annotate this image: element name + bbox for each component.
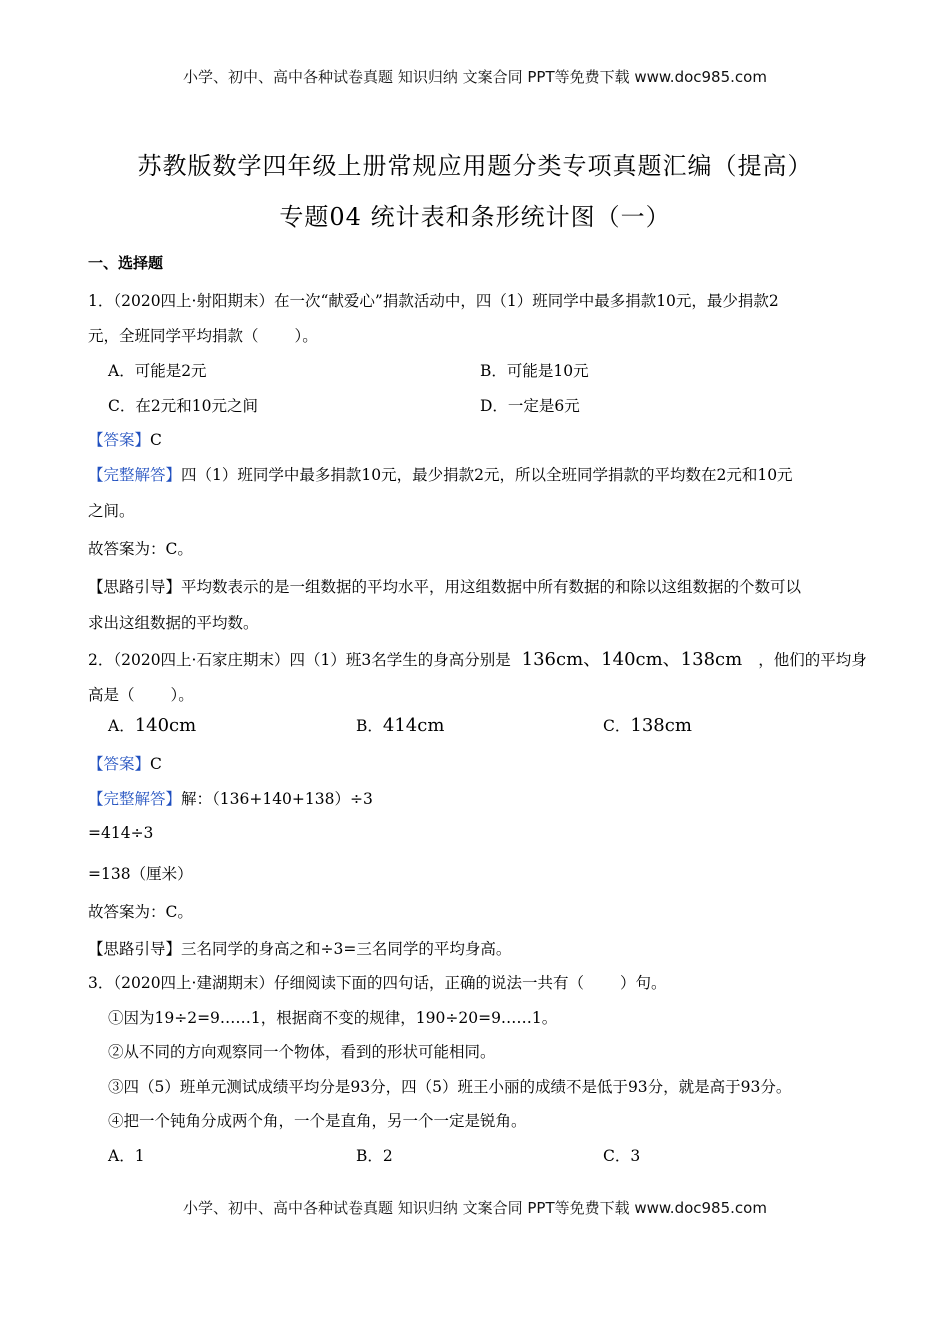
q1-solution-text: 四（1）班同学中最多捐款10元，最少捐款2元，所以全班同学捐款的平均数在2元和10元 bbox=[181, 466, 793, 484]
q3-option-a: A．1 bbox=[108, 1147, 145, 1165]
document-title: 苏教版数学四年级上册常规应用题分类专项真题汇编（提高） bbox=[137, 152, 813, 180]
q2-solution-text: 解：（136+140+138）÷3 bbox=[181, 790, 373, 808]
option-letter: A． bbox=[108, 717, 135, 735]
q1-answer-value: C bbox=[150, 431, 162, 449]
q1-answer bbox=[88, 428, 162, 450]
solution-label: 【完整解答】 bbox=[88, 790, 182, 808]
q1-stem-end: ）。 bbox=[294, 327, 318, 345]
q3-option-b: B．2 bbox=[356, 1147, 393, 1165]
q2-option-a bbox=[108, 714, 196, 736]
q1-hint-text: 平均数表示的是一组数据的平均水平，用这组数据中所有数据的和除以这组数据的个数可以 bbox=[181, 578, 802, 596]
q3-statement-2: ②从不同的方向观察同一个物体，看到的形状可能相同。 bbox=[108, 1043, 496, 1061]
option-value: 414cm bbox=[382, 715, 445, 736]
q2-step2: =138（厘米） bbox=[88, 865, 193, 883]
q1-hint-line2: 求出这组数据的平均数。 bbox=[88, 614, 259, 632]
q1-option-c: C．在2元和10元之间 bbox=[108, 397, 258, 415]
q2-stem-line2 bbox=[88, 683, 194, 705]
q3-statement-4: ④把一个钝角分成两个角，一个是直角，另一个一定是锐角。 bbox=[108, 1112, 527, 1130]
q1-option-d: D．一定是6元 bbox=[480, 397, 580, 415]
answer-label: 【答案】 bbox=[88, 431, 151, 449]
q2-hint bbox=[88, 937, 511, 959]
q3-stem bbox=[88, 971, 667, 993]
q3-stem-end: ）句。 bbox=[620, 974, 667, 992]
q3-stem-text: 3．（2020四上·建湖期末）仔细阅读下面的四句话，正确的说法一共有（ bbox=[88, 974, 584, 992]
solution-label: 【完整解答】 bbox=[88, 466, 182, 484]
option-letter: C． bbox=[603, 717, 631, 735]
q3-statement-3: ③四（5）班单元测试成绩平均分是93分，四（5）班王小丽的成绩不是低于93分，就是高于93分。 bbox=[108, 1078, 792, 1096]
q2-conclusion: 故答案为：C。 bbox=[88, 903, 193, 921]
q1-stem-line1: 1．（2020四上·射阳期末）在一次“献爱心”捐款活动中，四（1）班同学中最多捐款10元，最少捐款2 bbox=[88, 292, 779, 310]
q2-option-c bbox=[603, 714, 692, 736]
option-value: 140cm bbox=[134, 715, 197, 736]
document-subtitle: 专题04 统计表和条形统计图（一） bbox=[279, 203, 671, 231]
q3-statement-1: ①因为19÷2=9……1，根据商不变的规律，190÷20=9……1。 bbox=[108, 1009, 558, 1027]
q2-step1: =414÷3 bbox=[88, 824, 154, 842]
hint-label: 【思路引导】 bbox=[88, 940, 182, 958]
q2-heights: 136cm、140cm、138cm bbox=[521, 649, 743, 670]
q2-stem-text2: 高是（ bbox=[88, 686, 135, 704]
q2-hint-text: 三名同学的身高之和÷3=三名同学的平均身高。 bbox=[181, 940, 512, 958]
hint-label: 【思路引导】 bbox=[88, 578, 182, 596]
q3-option-c: C．3 bbox=[603, 1147, 641, 1165]
q1-solution-line2: 之间。 bbox=[88, 502, 135, 520]
q1-hint-line1 bbox=[88, 575, 801, 597]
q1-stem-text: 元，全班同学平均捐款（ bbox=[88, 327, 259, 345]
q2-answer bbox=[88, 752, 162, 774]
q1-stem-line2 bbox=[88, 324, 318, 346]
option-letter: B． bbox=[356, 717, 383, 735]
q2-answer-value: C bbox=[150, 755, 162, 773]
footer-banner: 小学、初中、高中各种试卷真题 知识归纳 文案合同 PPT等免费下载 www.doc985.com bbox=[183, 1199, 767, 1217]
q2-stem-text-end: ，他们的平均身 bbox=[758, 651, 867, 669]
section-title: 一、选择题 bbox=[88, 254, 164, 272]
option-value: 138cm bbox=[630, 715, 692, 736]
q1-option-b: B．可能是10元 bbox=[480, 362, 589, 380]
q2-stem-end: ）。 bbox=[170, 686, 194, 704]
q1-conclusion: 故答案为：C。 bbox=[88, 540, 193, 558]
header-banner: 小学、初中、高中各种试卷真题 知识归纳 文案合同 PPT等免费下载 www.doc985.com bbox=[183, 68, 767, 86]
q2-stem-line1 bbox=[88, 645, 867, 671]
q1-option-a: A．可能是2元 bbox=[108, 362, 207, 380]
q2-solution-line1 bbox=[88, 787, 373, 809]
q2-stem-text: 2．（2020四上·石家庄期末）四（1）班3名学生的身高分别是 bbox=[88, 651, 511, 669]
answer-label: 【答案】 bbox=[88, 755, 151, 773]
q2-option-b bbox=[356, 714, 444, 736]
q1-solution-line1 bbox=[88, 463, 793, 485]
